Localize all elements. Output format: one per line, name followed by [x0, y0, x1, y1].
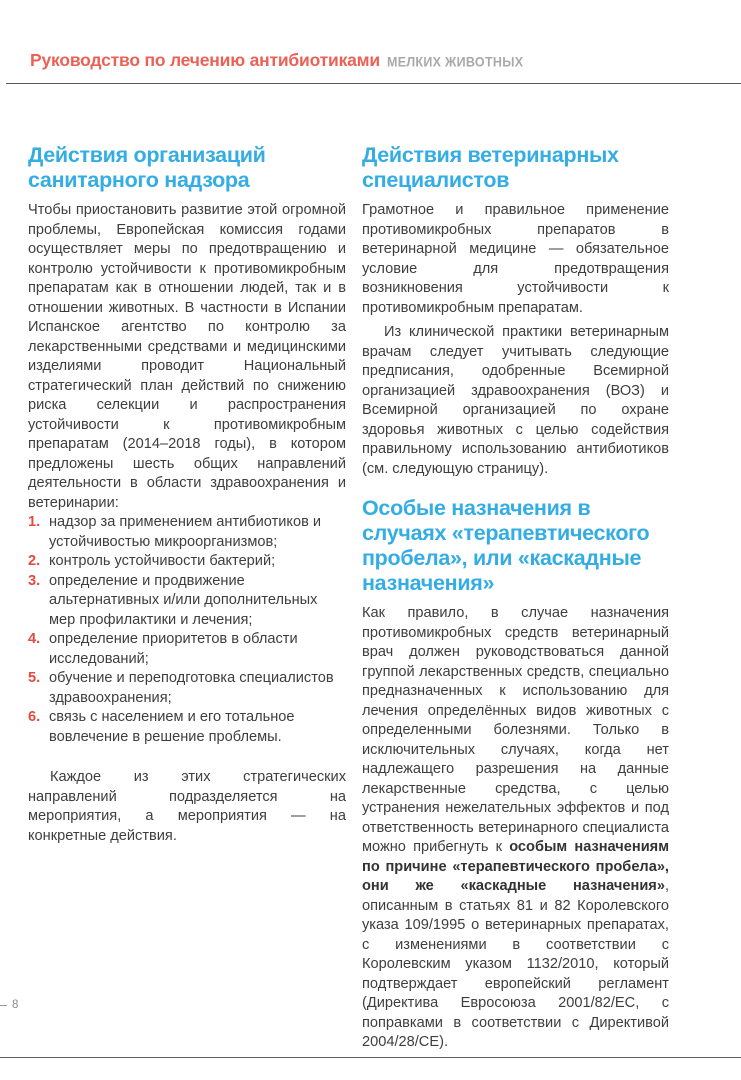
header-divider [6, 83, 741, 84]
paragraph: Из клинической практики ветеринарным врачам следует учитывать следующие предписания, одобренные Всемирной организацией здравоохранения (ВОЗ) и Всемирной организацией по охране здоровья животных с целью содействия правильному использованию антибиотиков (см. следующую страницу). [362, 324, 669, 477]
list-item [28, 708, 346, 747]
left-column [28, 143, 346, 1053]
section-heading-vet-specialists: Действия ветеринарных специалистов [362, 143, 619, 192]
paragraph-cascade [362, 604, 669, 1053]
list-number: 1. [28, 514, 41, 530]
cascade-text-bold: особым назначениям по причине «терапевтического пробела», они же «каскадные назначения» [362, 839, 669, 894]
list-number: 2. [28, 553, 41, 569]
list-item-text: обучение и переподготовка специалистов здравоохранения; [49, 670, 334, 706]
footer-dash [0, 1005, 7, 1006]
list-item-text: контроль устойчивости бактерий; [49, 553, 276, 569]
paragraph: Чтобы приостановить развитие этой огромной проблемы, Европейская комиссия годами осуществляет меры по предотвращению и контролю устойчивости к противомикробным препаратам как в отношении людей, так и в отношении животных. В частности в Испании Испанское агентство по контролю за лекарственными средствами и медицинскими изделиями проводит Национальный стратегический план действий по снижению риска селекции и распространения устойчивости к противомикробным препаратам (2014–2018 годы), в котором предложены шесть общих направлений деятельности в области здравоохранения и ветеринарии: [28, 202, 346, 511]
section-heading-cascade-prescriptions: Особые назначения в случаях «терапевтического пробела», или «каскадные назначения» [362, 496, 650, 595]
cascade-text-pre: Как правило, в случае назначения противомикробных средств ветеринарный врач должен руководствоваться данной группой лекарственных средств, специально предназначенных к использованию для лечения определённых видов животных с определенными болезнями. Только в исключительных случаях, когда нет надлежащего разрешения на данные лекарственные средства, с целью устранения нежелательных эффектов и под ответственность ветеринарного специалиста можно прибегнуть к [362, 605, 669, 855]
list-item [28, 572, 346, 631]
section-heading-sanitary-orgs: Действия организаций санитарного надзора [28, 143, 266, 192]
page-footer [0, 999, 18, 1011]
paragraph: Каждое из этих стратегических направлений подразделяется на мероприятия, а мероприятия — на конкретные действия. [28, 769, 346, 844]
page-number: 8 [12, 999, 19, 1011]
list-number: 6. [28, 709, 41, 725]
list-item [28, 630, 346, 669]
list-item [28, 552, 346, 572]
content-columns [28, 143, 669, 1053]
footer-divider [0, 1057, 741, 1058]
right-column [362, 143, 669, 1053]
list-item-text: связь с населением и его тотальное вовлечение в решение проблемы. [49, 709, 295, 745]
cascade-text-post: , описанным в статьях 81 и 82 Королевского указа 109/1995 о ветеринарных препаратах, с изменениями в соответствии с Королевским указом 1132/2010, который подтверждает европейский регламент (Директива Евросоюза 2001/82/ЕС, с поправками в соответствии с Директивой 2004/28/СЕ). [362, 878, 669, 1050]
list-number: 3. [28, 572, 41, 589]
list-number: 5. [28, 670, 41, 686]
list-item-text: определение приоритетов в области исследований; [49, 631, 298, 667]
paragraph: Грамотное и правильное применение противомикробных препаратов в ветеринарной медицине — обязательное условие для предотвращения возникновения устойчивости к противомикробным препаратам. [362, 202, 669, 316]
page-header [30, 50, 523, 71]
book-title: Руководство по лечению антибиотиками [30, 50, 380, 70]
list-item [28, 513, 346, 552]
strategy-list [28, 513, 346, 747]
list-item-text: определение и продвижение альтернативных и/или дополнительных мер профилактики и лечения; [49, 572, 318, 628]
list-item-text: надзор за применением антибиотиков и устойчивостью микроорганизмов; [49, 514, 322, 550]
book-subtitle: МЕЛКИХ ЖИВОТНЫХ [386, 54, 524, 70]
list-number: 4. [28, 631, 41, 647]
list-item [28, 669, 346, 708]
